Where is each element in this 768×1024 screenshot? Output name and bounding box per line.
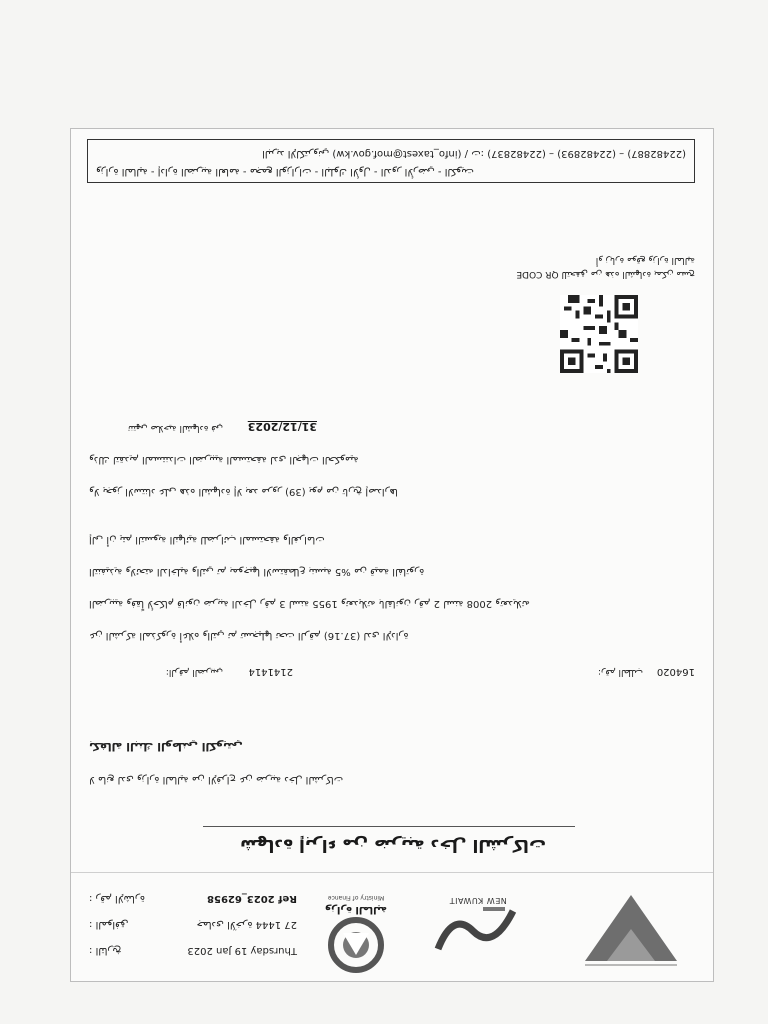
ref-label: رقم الإشارة : xyxy=(89,893,145,904)
page-title: شهادة إبراء من ضريبة دخل الشركات xyxy=(239,835,547,855)
mof-name-en: Ministry of Finance xyxy=(327,894,385,901)
contact-address: وزارة المالية - إدارة الضريبة العامة - مجمع الوزارات - البلوك الأول - الدور الأرضي - الكويت xyxy=(96,166,474,177)
header-info xyxy=(89,885,297,963)
qr-note-line-1: للتحقق من هذه الشهادة يمكن مسح QR CODE xyxy=(516,269,695,279)
body-line-7: ولا يجوز الاستناد على هذه الشهادة إلا بعد مرور (39) يوم من تاريخ إصدارها xyxy=(89,486,398,497)
hijri-value: 27 جمادى الآخرة 1444 xyxy=(196,919,297,930)
expiry-label: تنتهي صلاحية الشهادة في xyxy=(128,423,223,433)
body-line-6: إلى أن يتم التسوية النهائية للضرائب المستحقة والغرامات xyxy=(89,534,325,545)
tax-number: 2141414 xyxy=(248,666,293,677)
new-kuwait-emblem-icon xyxy=(423,905,533,961)
document-header xyxy=(71,872,713,981)
body-line-1: لا مانع لدى وزارة المالية من الإفراج عن ضريبة دخل الشركات xyxy=(89,774,344,785)
date-label: التاريخ : xyxy=(89,945,122,956)
body-line-3: عن الشركة المذكورة أعلاه والتي تم تسجيلها تحت الرقم (37.16) لدى الإدارة xyxy=(89,630,409,641)
contact-box xyxy=(87,139,695,183)
body-line-4: الضريبية وفقاً لأحكام قانون ضريبة الدخل رقم 3 لسنة 1955 وتعديلاته بالقانون رقم 2 لسنة 2008 وتعديلاته xyxy=(89,598,530,609)
ref-value: Ref 2023_62958 xyxy=(207,893,297,904)
qr-note-line-2: أو زيارة موقع وزارة المالية xyxy=(595,255,695,265)
new-kuwait-logo xyxy=(423,885,533,961)
mof-logo xyxy=(321,883,391,973)
hijri-label: الموافق : xyxy=(89,919,129,930)
document-page xyxy=(70,128,714,982)
qr-code-icon xyxy=(559,295,639,373)
tax-number-label: الرقم الضريبي: xyxy=(165,667,223,677)
qr-note xyxy=(495,253,695,281)
contact-phones: (22482887) – (22482893) – (22482837) :ت / (info_taxest@mof.gov.kw) البريد الإلكتروني xyxy=(262,148,686,159)
body-line-5: التنفيذية ولائحته الداخلية والتي تم بموجبها الاستقطاع بنسبة 5% من قيمة الفاتورة xyxy=(89,566,425,577)
body-line-2: بكفالة البنك الوطني الكويتي xyxy=(89,740,243,753)
body-line-8: وذلك لتقديم المستندات الضريبية المستحقة لدى الجهات الحكومية xyxy=(89,454,359,465)
triangle-logo xyxy=(577,889,685,969)
title-underline xyxy=(203,826,575,827)
mof-emblem-icon xyxy=(321,915,391,973)
expiry-date: 31/12/2023 xyxy=(247,420,317,433)
new-kuwait-caption: NEW KUWAIT xyxy=(449,896,507,905)
request-number: 164020 xyxy=(656,666,695,677)
request-number-label: رقم الطلب: xyxy=(598,667,643,677)
mof-name-ar: وزارة المالية xyxy=(324,904,388,915)
date-value: Thursday 19 Jan 2023 xyxy=(187,945,297,956)
